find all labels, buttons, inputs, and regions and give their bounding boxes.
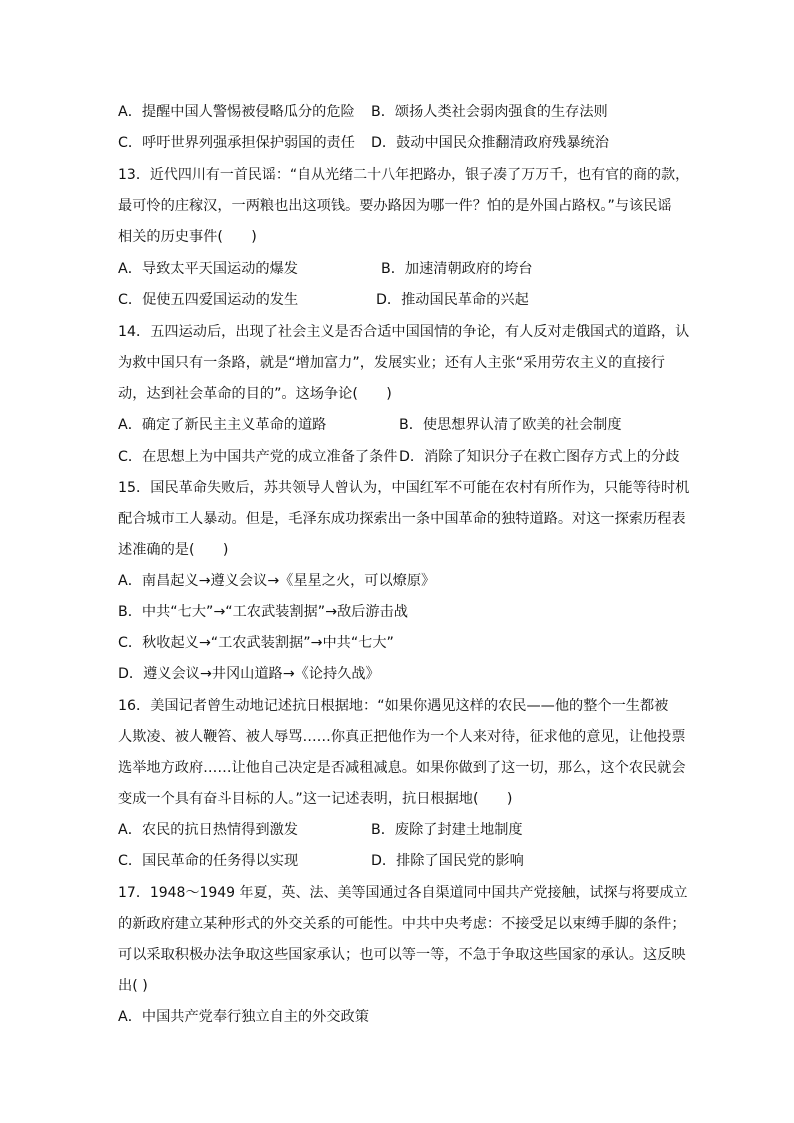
q17-stem-line-2: 的新政府建立某种形式的外交关系的可能性。中共中央考虑：不接受足以束缚手脚的条件；	[118, 916, 686, 932]
q13-stem-line-2: 最可怜的庄稼汉，一两粮也出这项钱。要办路因为哪一件？怕的是外国占路权。”与该民谣	[118, 198, 672, 214]
q14-stem-line-2: 为救中国只有一条路，就是“增加富力”，发展实业；还有人主张“采用劳农主义的直接行	[118, 355, 665, 371]
q16-option-a[interactable]: A．农民的抗日热情得到激发	[118, 822, 298, 838]
q12-option-a[interactable]: A．提醒中国人警惕被侵略瓜分的危险	[118, 104, 355, 120]
q12-option-d[interactable]: D．鼓动中国民众推翻清政府残暴统治	[371, 135, 609, 151]
q15-option-a[interactable]: A．南昌起义→遵义会议→《星星之火，可以燎原》	[118, 573, 436, 589]
q13-option-a[interactable]: A．导致太平天国运动的爆发	[118, 261, 298, 277]
q16-stem-line-4: 变成一个具有奋斗目标的人。”这一记述表明，抗日根据地( )	[118, 791, 513, 807]
q14-option-d[interactable]: D．消除了知识分子在救亡图存方式上的分歧	[399, 449, 680, 465]
q15-stem-line-2: 配合城市工人暴动。但是，毛泽东成功探索出一条中国革命的独特道路。对这一探索历程表	[118, 511, 686, 527]
q14-option-a[interactable]: A．确定了新民主主义革命的道路	[118, 417, 327, 433]
q13-option-d[interactable]: D．推动国民革命的兴起	[376, 292, 529, 308]
q15-option-d[interactable]: D．遵义会议→井冈山道路→《论持久战》	[118, 666, 380, 682]
q17-stem-line-1: 17．1948～1949 年夏，英、法、美等国通过各自渠道同中国共产党接触，试探与将要成立	[118, 885, 688, 901]
q16-stem-line-3: 选举地方政府……让他自己决定是否减租减息。如果你做到了这一切，那么，这个农民就会	[118, 760, 686, 776]
q16-stem-line-2: 人欺凌、被人鞭笞、被人辱骂……你真正把他作为一个人来对待，征求他的意见，让他投票	[118, 729, 686, 745]
q15-option-c[interactable]: C．秋收起义→“工农武装割据”→中共“七大”	[118, 635, 394, 651]
q16-option-b[interactable]: B．废除了封建土地制度	[371, 822, 523, 838]
q12-option-b[interactable]: B．颂扬人类社会弱肉强食的生存法则	[371, 104, 608, 120]
q14-option-b[interactable]: B．使思想界认清了欧美的社会制度	[399, 417, 622, 433]
q15-option-b[interactable]: B．中共“七大”→“工农武装割据”→敌后游击战	[118, 604, 408, 620]
q17-stem-line-4: 出( )	[118, 978, 148, 994]
q16-option-d[interactable]: D．排除了国民党的影响	[371, 853, 524, 869]
q15-stem-line-3: 述准确的是( )	[118, 542, 229, 558]
q17-option-a[interactable]: A．中国共产党奉行独立自主的外交政策	[118, 1009, 369, 1025]
q13-option-b[interactable]: B．加速清朝政府的垮台	[381, 261, 533, 277]
q16-option-c[interactable]: C．国民革命的任务得以实现	[118, 853, 299, 869]
q13-option-c[interactable]: C．促使五四爱国运动的发生	[118, 292, 299, 308]
q13-stem-line-1: 13．近代四川有一首民谣：“自从光绪二十八年把路办，银子凑了万万千，也有官的商的款，	[118, 167, 690, 183]
q13-stem-line-3: 相关的历史事件( )	[118, 229, 257, 245]
q15-stem-line-1: 15．国民革命失败后，苏共领导人曾认为，中国红军不可能在农村有所作为，只能等待时机	[118, 480, 690, 496]
q17-stem-line-3: 可以采取积极办法争取这些国家承认；也可以等一等，不急于争取这些国家的承认。这反映	[118, 947, 686, 963]
q12-option-c[interactable]: C．呼吁世界列强承担保护弱国的责任	[118, 135, 355, 151]
q14-stem-line-1: 14．五四运动后，出现了社会主义是否合适中国国情的争论，有人反对走俄国式的道路，认	[118, 324, 690, 340]
q16-stem-line-1: 16．美国记者曾生动地记述抗日根据地：“如果你遇见这样的农民——他的整个一生都被	[118, 698, 669, 714]
q14-option-c[interactable]: C．在思想上为中国共产党的成立准备了条件	[118, 449, 398, 465]
q14-stem-line-3: 动，达到社会革命的目的”。这场争论( )	[118, 386, 392, 402]
